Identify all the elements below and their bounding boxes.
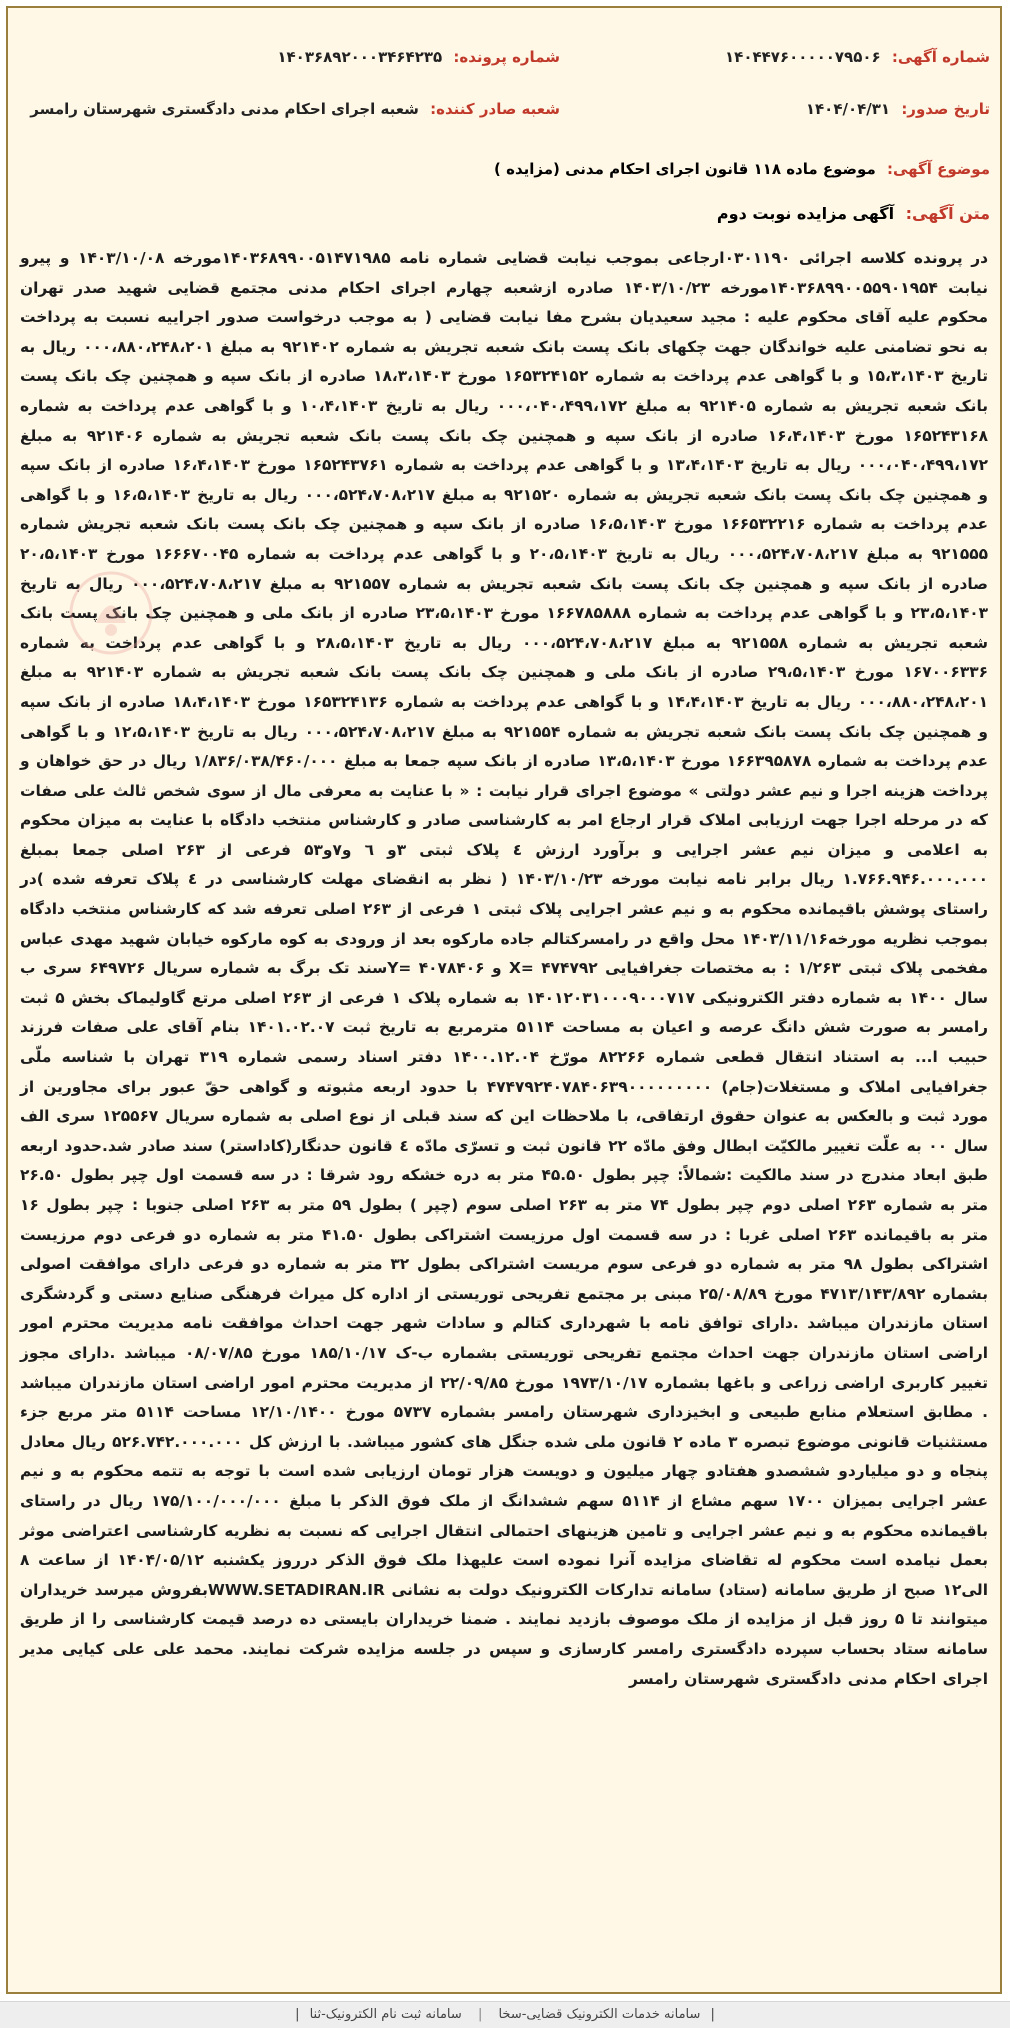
meta-row-numbers (8, 48, 1000, 78)
ad-number (725, 48, 990, 66)
issue-date-value: ۱۴۰۴/۰۴/۳۱ (805, 100, 891, 118)
ad-number-label: شماره آگهی: (891, 48, 990, 66)
issue-date-label: تاریخ صدور: (901, 100, 990, 118)
ad-body-title (717, 204, 990, 223)
case-number (277, 48, 560, 66)
footer-separator-right: | (295, 2007, 300, 2022)
footer-links (0, 2001, 1010, 2028)
ad-body-heading: آگهی مزایده نوبت دوم (716, 204, 895, 223)
case-number-label: شماره پرونده: (453, 48, 560, 66)
ad-body-text: در پرونده کلاسه اجرائی ۰۳۰۱۱۹۰ارجاعی بموجب نیابت قضایی شماره نامه ۱۴۰۳۶۸۹۹۰۰۵۱۴۷۱۹۸۵مورخه ۱۴۰۳/۱۰/۰۸ و پیرو نیابت ۱۴۰۳۶۸۹۹۰۰۵۵۹۰۱۹۵۴مورخه ۱۴۰۳/۱۰/۲۳ صادره ازشعبه چهارم اجرای احکام مدنی مجتمع قضایی شهید صدر تهران محکوم علیه آقای محکوم علیه : مجید سعیدیان بشرح مفا نیابت قضایی ( به موجب درخواست صدور اجراییه نسبت به پرداخت به نحو تضامنی علیه خواندگان جهت چکهای بانک پست بانک شعبه تجریش به شماره ۹۲۱۴۰۲ به مبلغ ۰۰۰،۸۸۰،۲۴۸،۲۰۱ ریال به تاریخ ۱۵،۳،۱۴۰۳ و با گواهی عدم پرداخت به شماره ۱۶۵۳۲۴۱۵۲ مورخ ۱۸،۳،۱۴۰۳ صادره از بانک سپه و همچنین چک بانک پست بانک شعبه تجریش به شماره ۹۲۱۴۰۵ به مبلغ ۰۰۰،۰۴۰،۴۹۹،۱۷۲ ریال به تاریخ ۱۰،۴،۱۴۰۳ و با گواهی عدم پرداخت به شماره ۱۶۵۲۴۳۱۶۸ مورخ ۱۶،۴،۱۴۰۳ صادره از بانک سپه و همچنین چک بانک پست بانک شعبه تجریش به شماره ۹۲۱۴۰۶ به مبلغ ۰۰۰،۰۴۰،۴۹۹،۱۷۲ ریال به تاریخ ۱۳،۴،۱۴۰۳ و با گواهی عدم پرداخت به شماره ۱۶۵۲۴۳۷۶۱ مورخ ۱۶،۴،۱۴۰۳ صادره از بانک سپه و همچنین چک بانک پست بانک شعبه تجریش به شماره ۹۲۱۵۲۰ به مبلغ ۰۰۰،۵۲۴،۷۰۸،۲۱۷ ریال به تاریخ ۱۶،۵،۱۴۰۳ و با گواهی عدم پرداخت به شماره ۱۶۶۵۳۲۲۱۶ مورخ ۱۶،۵،۱۴۰۳ صادره از بانک سپه و همچنین چک بانک پست بانک شعبه تجریش شماره ۹۲۱۵۵۵ به مبلغ ۰۰۰،۵۲۴،۷۰۸،۲۱۷ ریال به تاریخ ۲۰،۵،۱۴۰۳ و با گواهی عدم پرداخت به شماره ۱۶۶۶۷۰۰۴۵ مورخ ۲۰،۵،۱۴۰۳ صادره از بانک سپه و همچنین چک بانک پست بانک شعبه تجریش به شماره ۹۲۱۵۵۷ به مبلغ ۰۰۰،۵۲۴،۷۰۸،۲۱۷ ریال به تاریخ ۲۳،۵،۱۴۰۳ و با گواهی عدم پرداخت به شماره ۱۶۶۷۸۵۸۸۸ مورخ ۲۳،۵،۱۴۰۳ صادره از بانک ملی و همچنین چک بانک پست بانک شعبه تجریش به شماره ۹۲۱۵۵۸ به مبلغ ۰۰۰،۵۲۴،۷۰۸،۲۱۷ ریال به تاریخ ۲۸،۵،۱۴۰۳ و با گواهی عدم پرداخت به شماره ۱۶۷۰۰۶۳۳۶ مورخ ۲۹،۵،۱۴۰۳ صادره از بانک ملی و همچنین چک بانک پست بانک شعبه تجریش به شماره ۹۲۱۴۰۳ به مبلغ ۰۰۰،۸۸۰،۲۴۸،۲۰۱ ریال به تاریخ ۱۴،۴،۱۴۰۳ و با گواهی عدم پرداخت به شماره ۱۶۵۳۲۴۱۳۶ مورخ ۱۸،۴،۱۴۰۳ صادره از بانک سپه و همچنین چک بانک پست بانک شعبه تجریش به شماره ۹۲۱۵۵۴ به مبلغ ۰۰۰،۵۲۴،۷۰۸،۲۱۷ ریال به تاریخ ۱۲،۵،۱۴۰۳ و با گواهی عدم پرداخت به شماره ۱۶۶۳۹۵۸۷۸ مورخ ۱۳،۵،۱۴۰۳ صادره از بانک سپه جمعا به مبلغ ۱/۸۳۶/۰۳۸/۴۶۰/۰۰۰ ریال در حق خواهان و پرداخت هزینه اجرا و نیم عشر دولتی » موضوع اجرای قرار نیابت : « با عنایت به معرفی مال از سوی شخص ثالث علی صفات که در مرحله اجرا جهت ارزیابی املاک قرار ارجاع امر به کارشناسی صادر و کارشناس منتخب دادگاه با عنایت به میزان محکوم به اعلامی و میزان نیم عشر اجرایی و برآورد ارزش ٤ پلاک ثبتی ۳و ٦ و۷و۵۳ فرعی از ۲۶۳ اصلی جمعا بمبلغ ۱.۷۶۶.۹۴۶.۰۰۰.۰۰۰ ریال برابر نامه نیابت مورخه ۱۴۰۳/۱۰/۲۳ ( نظر به انقضای مهلت کارشناسی در ٤ پلاک تعرفه شده )در راستای پوشش باقیمانده محکوم به و نیم عشر اجرایی پلاک ثبتی ۱ فرعی از ۲۶۳ اصلی تعرفه شد که کارشناس منتخب دادگاه بموجب نظریه مورخه۱۴۰۳/۱۱/۱۶ محل واقع در رامسرکتالم جاده مارکوه بعد از ورودی به کوه مارکوه خیابان شهید مهدی عباس مفخمی پلاک ثبتی ۱/۲۶۳ : به مختصات جغرافیایی X= ۴۷۴۷۹۲ و Y= ۴۰۷۸۴۰۶سند تک برگ به شماره سریال ۶۴۹۷۲۶ سری ب سال ۱۴۰۰ به شماره دفتر الکترونیکی ۱۴۰۱۲۰۳۱۰۰۰۹۰۰۰۷۱۷ به شماره پلاک ۱ فرعی از ۲۶۳ اصلی مرتع گاولیماک بخش ۵ ثبت رامسر به صورت شش دانگ عرصه و اعیان به مساحت ۵۱۱۴ مترمربع به تاریخ ثبت ۱۴۰۱.۰۲.۰۷ بنام آقای علی صفات فرزند حبیب ا... به استناد انتقال قطعی شماره ۸۲۲۶۶ مورّخ ۱۴۰۰.۱۲.۰۴ دفتر اسناد رسمی شماره ۳۱۹ تهران با شناسه ملّی جغرافیایی املاک و مستغلات(جام) ۴۷۴۷۹۲۴۰۷۸۴۰۶۳۹۰۰۰۰۰۰۰۰۰ با حدود اربعه مثبوته و گواهی حقّ عبور برای مجاورین از مورد ثبت و بالعکس به عنوان حقوق ارتفاقی، با ملاحظات این که سند قبلی از نوع اصلی به شماره سریال ۱۲۵۵۶۷ سری الف سال ۰۰ به علّت تغییر مالکیّت ابطال وفق مادّه ۲۲ قانون ثبت و تسرّی مادّه ٤ قانون حدنگار(کاداستر) سند صادر شد.حدود اربعه طبق ابعاد مندرج در سند مالکیت :شمالاً: چپر بطول ۴۵.۵۰ متر به دره خشکه رود شرقا : در سه قسمت اول چپر بطول ۲۶.۵۰ متر به شماره ۲۶۳ اصلی دوم چپر بطول ۷۴ متر به ۲۶۳ اصلی سوم (چپر ) بطول ۵۹ متر به ۲۶۳ اصلی جنوبا : چپر بطول ۱۶ متر به باقیمانده ۲۶۳ اصلی غربا : در سه قسمت اول مرزیست اشتراکی بطول ۴۱.۵۰ متر به شماره دو فرعی دوم مرزیست اشتراکی بطول ۹۸ متر به شماره دو فرعی سوم مریست اشتراکی بطول ۳۲ متر به شماره دو فرعی دارای موافقت اصولی بشماره ۴۷۱۳/۱۴۳/۸۹۲ مورخ ۲۵/۰۸/۸۹ مبنی بر مجتمع تفریحی توریستی از اداره کل میراث فرهنگی صنایع دستی و گردشگری استان مازندران میباشد .دارای توافق نامه با شهرداری کتالم و سادات شهر جهت احداث موافقت نامه مدیریت محترم امور اراضی استان مازندران جهت احداث مجتمع تفریحی توریستی بشماره ب-ک ۱۸۵/۱۰/۱۷ مورخ ۰۸/۰۷/۸۵ میباشد .دارای مجوز تغییر کاربری اراضی زراعی و باغها بشماره ۱۹۷۳/۱۰/۱۷ مورخ ۲۲/۰۹/۸۵ از مدیریت محترم امور اراضی استان مازندران میباشد . مطابق استعلام منابع طبیعی و ابخیزداری شهرستان رامسر بشماره ۵۷۳۷ مورخ ۱۲/۱۰/۱۴۰۰ مساحت ۵۱۱۴ متر مربع جزء مستثنیات قانونی موضوع تبصره ۳ ماده ۲ قانون ملی شده جنگل های کشور میباشد. با ارزش کل ۵۲۶.۷۴۲.۰۰۰.۰۰۰ ریال معادل پنجاه و دو میلیاردو ششصدو هفتادو چهار میلیون و دویست هزار تومان ارزیابی شده است با توجه به تتمه محکوم به و نیم عشر اجرایی بمیزان ۱۷۰۰ سهم مشاع از ۵۱۱۴ سهم ششدانگ از ملک فوق الذکر با مبلغ ۱۷۵/۱۰۰/۰۰۰/۰۰۰ ریال در راستای باقیمانده محکوم به و نیم عشر اجرایی و تامین هزینهای احتمالی انتقال اجرایی که نسبت به نظریه کارشناسی اعتراضی موثر بعمل نیامده است محکوم له تقاضای مزایده آنرا نموده است علیهذا ملک فوق الذکر درروز یکشنبه ۱۴۰۴/۰۵/۱۲ از ساعت ۸ الی۱۲ صبح از طریق سامانه (ستاد) سامانه تدارکات الکترونیک دولت به نشانی WWW.SETADIRAN.IRبفروش میرسد خریداران میتوانند تا ۵ روز قبل از مزایده از ملک موصوف بازدید نمایند . ضمنا خریداران بایستی ده درصد قیمت کارشناسی را از طریق سامانه ستاد بحساب سپرده دادگستری رامسر کارسازی و سپس در جلسه مزایده شرکت نمایند. محمد علی علی کیایی مدیر اجرای احکام مدنی دادگستری شهرستان رامسر (20, 249, 989, 1688)
ad-subject (494, 160, 990, 178)
issuing-branch (30, 100, 560, 118)
ad-subject-label: موضوع آگهی: (886, 160, 990, 178)
ad-number-value: ۱۴۰۴۴۷۶۰۰۰۰۰۷۹۵۰۶ (725, 48, 881, 66)
issuing-branch-value: شعبه اجرای احکام مدنی دادگستری شهرستان رامسر (30, 100, 419, 118)
issuing-branch-label: شعبه صادر کننده: (430, 100, 560, 118)
case-number-value: ۱۴۰۳۶۸۹۲۰۰۰۳۴۶۴۲۳۵ (277, 48, 443, 66)
footer-link-sana[interactable]: سامانه ثبت نام الکترونیک-ثنا (309, 2007, 462, 2022)
ad-document (6, 6, 1002, 1994)
ad-subject-value: موضوع ماده ۱۱۸ قانون اجرای احکام مدنی (مزایده ) (494, 160, 876, 178)
footer-link-sakha[interactable]: سامانه خدمات الکترونیک قضایی-سخا (498, 2007, 701, 2022)
footer-separator-left: | (710, 2007, 715, 2022)
footer-separator-mid: | (477, 2007, 483, 2022)
meta-row-issue (8, 100, 1000, 130)
ad-body-label: متن آگهی: (905, 204, 990, 223)
issue-date (806, 100, 990, 118)
